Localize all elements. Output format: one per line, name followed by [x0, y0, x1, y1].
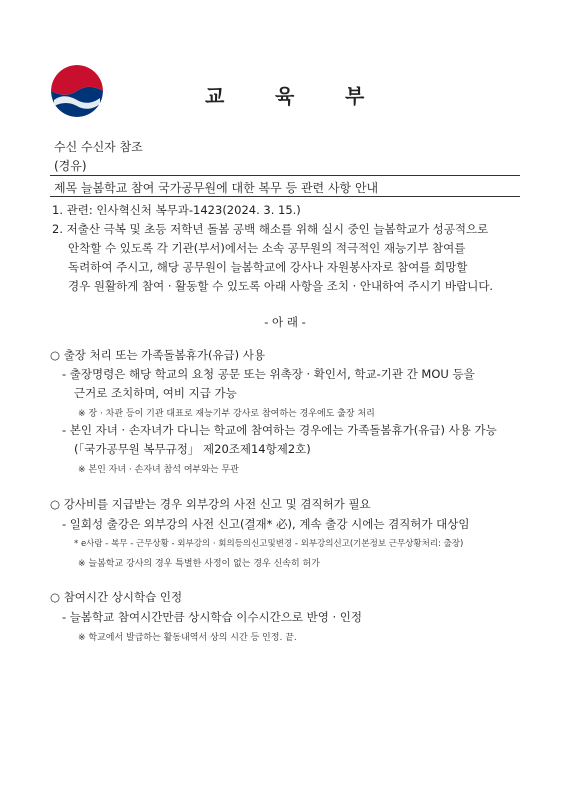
via-line: (경유) [54, 159, 87, 173]
ministry-char: 육 [275, 84, 297, 108]
subject-top-rule [50, 175, 520, 176]
section-title: ○ 참여시간 상시학습 인정 [50, 590, 183, 604]
section-line: - 늘봄학교 참여시간만큼 상시학습 이수시간으로 반영 · 인정 [62, 610, 363, 624]
ministry-emblem-icon [50, 64, 104, 118]
section-note: ※ 본인 자녀 · 손자녀 참석 여부와는 무관 [78, 465, 239, 475]
section-line: - 출장명령은 해당 학교의 요청 공문 또는 위촉장 · 확인서, 학교-기관 간 MOU 등을 [62, 367, 475, 381]
section-title: ○ 강사비를 지급받는 경우 외부강의 사전 신고 및 겸직허가 필요 [50, 497, 371, 511]
ministry-char: 부 [345, 84, 367, 108]
section-line: (「국가공무원 복무규정」 제20조제14항제2호) [74, 442, 311, 456]
section-line: - 일회성 출강은 외부강의 사전 신고(결재* 必), 계속 출강 시에는 겸직허가 대상임 [62, 517, 470, 531]
request-item-line: 2. 저출산 극복 및 초등 저학년 돌봄 공백 해소를 위해 실시 중인 늘봄학교가 성공적으로 [52, 222, 489, 236]
section-title: ○ 출장 처리 또는 가족돌봄휴가(유급) 사용 [50, 348, 266, 362]
recipient-line: 수신 수신자 참조 [54, 140, 143, 154]
request-item-line: 경우 원활하게 참여 · 활동할 수 있도록 아래 사항을 조치 · 안내하여 주시기 바랍니다. [68, 279, 494, 293]
below-heading: - 아 래 - [264, 315, 306, 329]
request-item-line: 독려하여 주시고, 해당 공무원이 늘봄학교에 강사나 자원봉사자로 참여를 희망할 [68, 260, 468, 274]
ministry-char: 교 [205, 84, 227, 108]
section-note: ※ 장 · 차관 등이 기관 대표로 재능기부 강사로 참여하는 경우에도 출장 처리 [78, 409, 375, 419]
section-note: ※ 늘봄학교 강사의 경우 특별한 사정이 없는 경우 신속히 허가 [78, 559, 320, 569]
subject-bottom-rule [50, 196, 520, 197]
subject-line: 제목 늘봄학교 참여 국가공무원에 대한 복무 등 관련 사항 안내 [54, 181, 379, 195]
section-line: 근거로 조치하며, 여비 지급 가능 [74, 386, 237, 400]
request-item-line: 안착할 수 있도록 각 기관(부서)에서는 소속 공무원의 적극적인 재능기부 참여를 [68, 241, 466, 255]
section-footnote: * e사람 - 복무 - 근무상황 - 외부강의 · 회의등의신고및변경 - 외부강의신고(기본정보 근무상황처리: 출장) [74, 539, 464, 549]
section-note: ※ 학교에서 발급하는 활동내역서 상의 시간 등 인정. 끝. [78, 633, 297, 643]
section-line: - 본인 자녀 · 손자녀가 다니는 학교에 참여하는 경우에는 가족돌봄휴가(유급) 사용 가능 [62, 423, 497, 437]
reference-item: 1. 관련: 인사혁신처 복무과-1423(2024. 3. 15.) [52, 203, 301, 217]
